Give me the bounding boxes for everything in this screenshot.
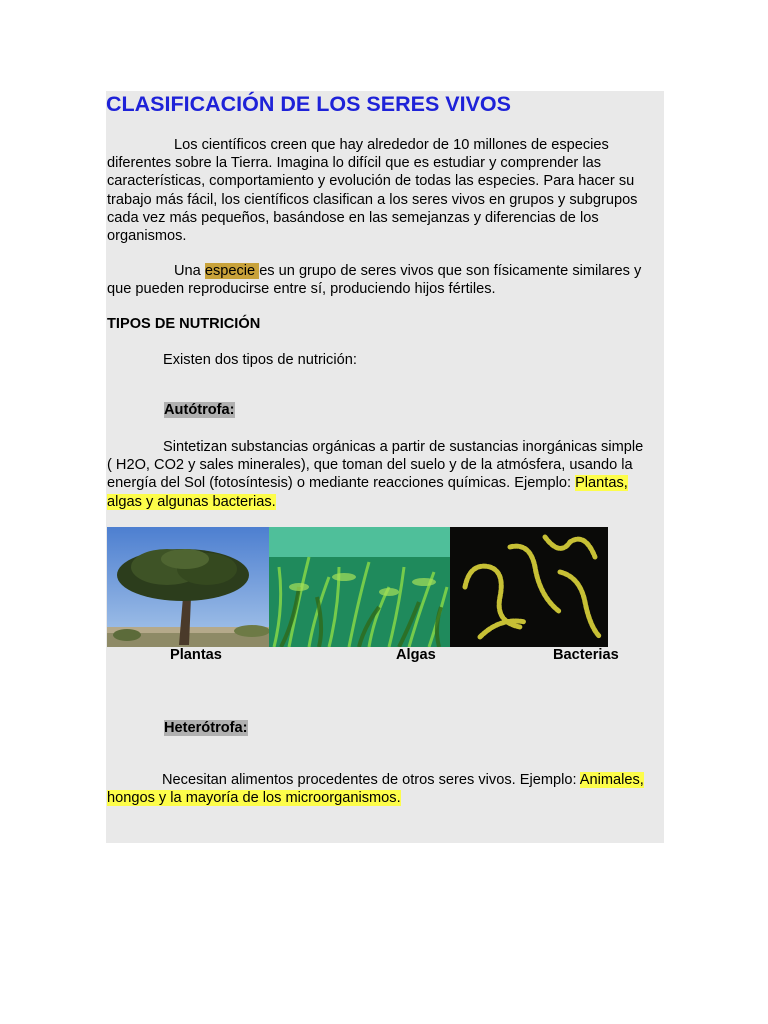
autotrophic-heading — [164, 402, 235, 418]
example-images — [107, 527, 608, 647]
intro-line: trabajo más fácil, los científicos clasifican a los seres vivos en grupos y subgrupos — [107, 191, 638, 208]
heterotrophic-line — [107, 789, 667, 807]
heterotrophic-heading-text: Heterótrofa: — [164, 720, 248, 736]
caption-bacteria: Bacterias — [553, 647, 619, 663]
autotrophic-line — [107, 493, 667, 511]
intro-line: cada vez más pequeños, basándose en las semejanzas y diferencias de los — [107, 209, 599, 226]
example-highlight: Plantas, — [575, 475, 628, 492]
autotrophic-text: energía del Sol (fotosíntesis) o mediante reacciones químicas. Ejemplo: — [107, 475, 576, 492]
autotrophic-line: Sintetizan substancias orgánicas a partir de sustancias inorgánicas simple — [163, 439, 644, 455]
nutrition-intro: Existen dos tipos de nutrición: — [163, 352, 357, 368]
definition-line: que pueden reproducirse entre sí, produciendo hijos fértiles. — [107, 281, 496, 298]
plant-image — [107, 527, 269, 647]
intro-line: características, comportamiento y evolución de todas las especies. Para hacer su — [107, 173, 635, 190]
example-highlight: Animales, — [579, 772, 644, 788]
intro-line: diferentes sobre la Tierra. Imagina lo difícil que es estudiar y comprender las — [107, 155, 601, 172]
nutrition-heading: TIPOS DE NUTRICIÓN — [107, 316, 261, 332]
caption-algae: Algas — [396, 647, 436, 663]
autotrophic-heading-text: Autótrofa: — [164, 402, 235, 418]
heterotrophic-text: Necesitan alimentos procedentes de otros seres vivos. Ejemplo: — [162, 772, 580, 788]
bacteria-image — [450, 527, 608, 647]
autotrophic-paragraph — [107, 438, 667, 511]
species-definition — [107, 262, 667, 298]
definition-line — [107, 262, 667, 280]
heterotrophic-paragraph — [107, 771, 667, 807]
autotrophic-line: ( H2O, CO2 y sales minerales), que toman del suelo y de la atmósfera, usando la — [107, 457, 633, 474]
example-highlight: algas y algunas bacterias. — [107, 493, 276, 510]
algae-image — [269, 527, 450, 647]
example-highlight: hongos y la mayoría de los microorganismos. — [107, 790, 401, 807]
autotrophic-line — [107, 474, 667, 492]
definition-text: es un grupo de seres vivos que son físicamente similares y — [259, 263, 642, 279]
heterotrophic-line — [107, 771, 667, 789]
intro-line: organismos. — [107, 228, 187, 245]
intro-line: Los científicos creen que hay alrededor de 10 millones de especies — [174, 137, 609, 153]
document-title: CLASIFICACIÓN DE LOS SERES VIVOS — [106, 92, 511, 116]
caption-plants: Plantas — [170, 647, 222, 663]
species-term: especie — [204, 263, 260, 279]
definition-text: Una — [174, 263, 205, 279]
heterotrophic-heading — [164, 720, 248, 736]
intro-paragraph — [107, 136, 667, 245]
